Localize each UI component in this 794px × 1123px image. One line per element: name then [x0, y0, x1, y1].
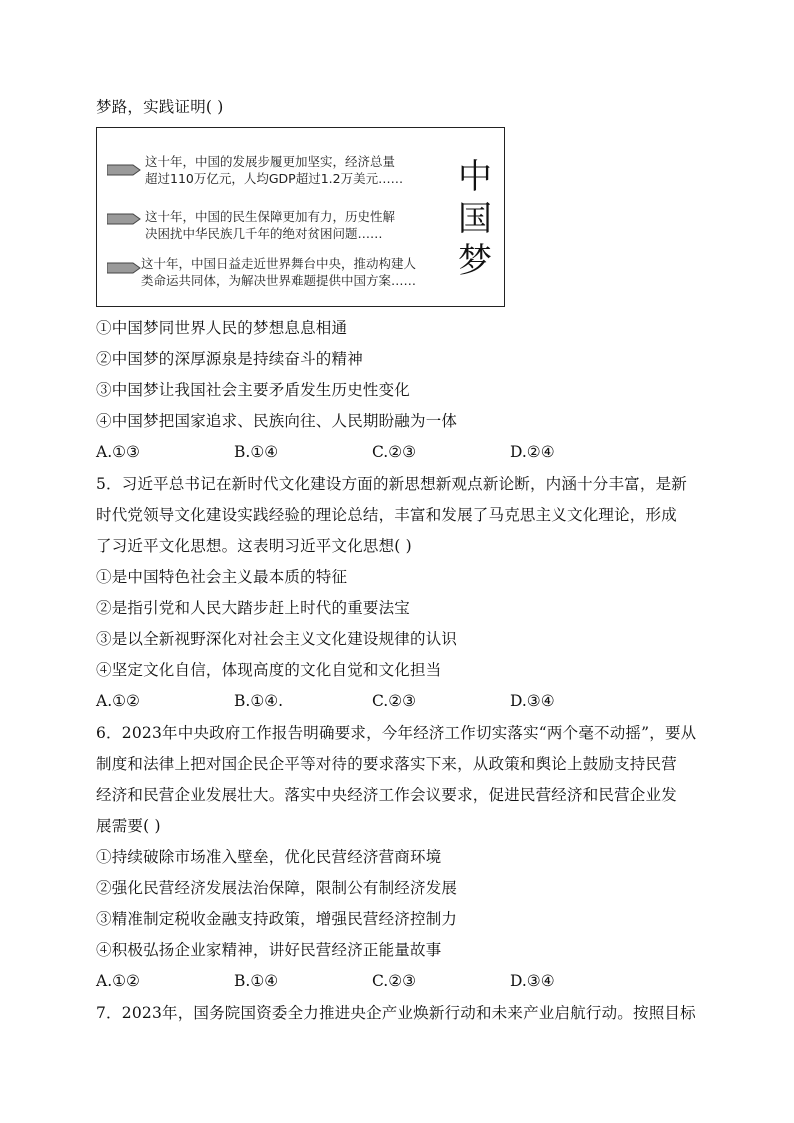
q6-option-c[interactable]: C.②③ — [372, 972, 417, 990]
dream-char-1: 中 — [458, 157, 492, 197]
q4-statement-1: ①中国梦同世界人民的梦想息息相通 — [96, 319, 348, 337]
q5-option-d[interactable]: D.③④ — [510, 692, 555, 710]
dream-char-3: 梦 — [458, 241, 492, 281]
q4-options — [96, 442, 696, 462]
q6-option-b[interactable]: B.①④ — [234, 972, 279, 990]
q4-statement-4: ④中国梦把国家追求、民族向往、人民期盼融为一体 — [96, 412, 458, 430]
q5-stem-line-1: 5．习近平总书记在新时代文化建设方面的新思想新观点新论断，内涵十分丰富，是新 — [96, 475, 687, 493]
q5-statement-4: ④坚定文化自信，体现高度的文化自觉和文化担当 — [96, 661, 442, 679]
q5-option-a[interactable]: A.①② — [96, 692, 140, 710]
figure-row-3-line-1: 这十年，中国日益走近世界舞台中央，推动构建人 — [141, 256, 417, 271]
q5-option-b[interactable]: B.①④. — [234, 692, 284, 710]
arrow-icon — [107, 262, 141, 274]
q6-stem-line-4: 展需要( ) — [96, 817, 161, 835]
q5-option-c[interactable]: C.②③ — [372, 692, 417, 710]
china-dream-figure — [96, 127, 505, 307]
q5-stem-line-3: 了习近平文化思想。这表明习近平文化思想( ) — [96, 537, 412, 555]
dream-char-2: 国 — [458, 199, 492, 239]
q5-options — [96, 691, 696, 711]
q4-option-a[interactable]: A.①③ — [96, 443, 140, 461]
q6-statement-1: ①持续破除市场准入壁垒，优化民营经济营商环境 — [96, 848, 442, 866]
q4-option-b[interactable]: B.①④ — [234, 443, 279, 461]
q4-option-c[interactable]: C.②③ — [372, 443, 417, 461]
q4-statement-2: ②中国梦的深厚源泉是持续奋斗的精神 — [96, 350, 363, 368]
china-dream-title — [452, 156, 498, 282]
q4-statement-3: ③中国梦让我国社会主要矛盾发生历史性变化 — [96, 381, 411, 399]
q4-stem-tail: 梦路，实践证明( ) — [96, 98, 224, 116]
q6-options — [96, 971, 696, 991]
q4-option-d[interactable]: D.②④ — [510, 443, 555, 461]
q6-stem-line-2: 制度和法律上把对国企民企平等对待的要求落实下来，从政策和舆论上鼓励支持民营 — [96, 755, 677, 773]
q5-statement-1: ①是中国特色社会主义最本质的特征 — [96, 568, 348, 586]
q6-stem-line-3: 经济和民营企业发展壮大。落实中央经济工作会议要求，促进民营经济和民营企业发 — [96, 786, 677, 804]
figure-row-2-line-2: 决困扰中华民族几千年的绝对贫困问题…… — [145, 226, 383, 241]
q6-option-d[interactable]: D.③④ — [510, 972, 555, 990]
q5-stem-line-2: 时代党领导文化建设实践经验的理论总结，丰富和发展了马克思主义文化理论，形成 — [96, 506, 677, 524]
figure-row-2-line-1: 这十年，中国的民生保障更加有力，历史性解 — [145, 209, 396, 224]
figure-row-1-line-1: 这十年，中国的发展步履更加坚实，经济总量 — [145, 154, 396, 169]
q5-statement-3: ③是以全新视野深化对社会主义文化建设规律的认识 — [96, 630, 458, 648]
arrow-icon — [107, 213, 141, 225]
arrow-icon — [107, 164, 141, 176]
figure-row-1-line-2: 超过110万亿元，人均GDP超过1.2万美元…… — [145, 171, 404, 186]
q5-statement-2: ②是指引党和人民大踏步赶上时代的重要法宝 — [96, 599, 411, 617]
q7-stem-line-1: 7．2023年，国务院国资委全力推进央企产业焕新行动和未来产业启航行动。按照目标 — [96, 1004, 696, 1022]
q6-stem-line-1: 6．2023年中央政府工作报告明确要求，今年经济工作切实落实“两个毫不动摇”，要从 — [96, 724, 697, 742]
figure-row-3-line-2: 类命运共同体，为解决世界难题提供中国方案…… — [141, 273, 417, 288]
q6-statement-2: ②强化民营经济发展法治保障，限制公有制经济发展 — [96, 879, 458, 897]
q6-statement-4: ④积极弘扬企业家精神，讲好民营经济正能量故事 — [96, 941, 442, 959]
q6-statement-3: ③精准制定税收金融支持政策，增强民营经济控制力 — [96, 910, 458, 928]
q6-option-a[interactable]: A.①② — [96, 972, 140, 990]
